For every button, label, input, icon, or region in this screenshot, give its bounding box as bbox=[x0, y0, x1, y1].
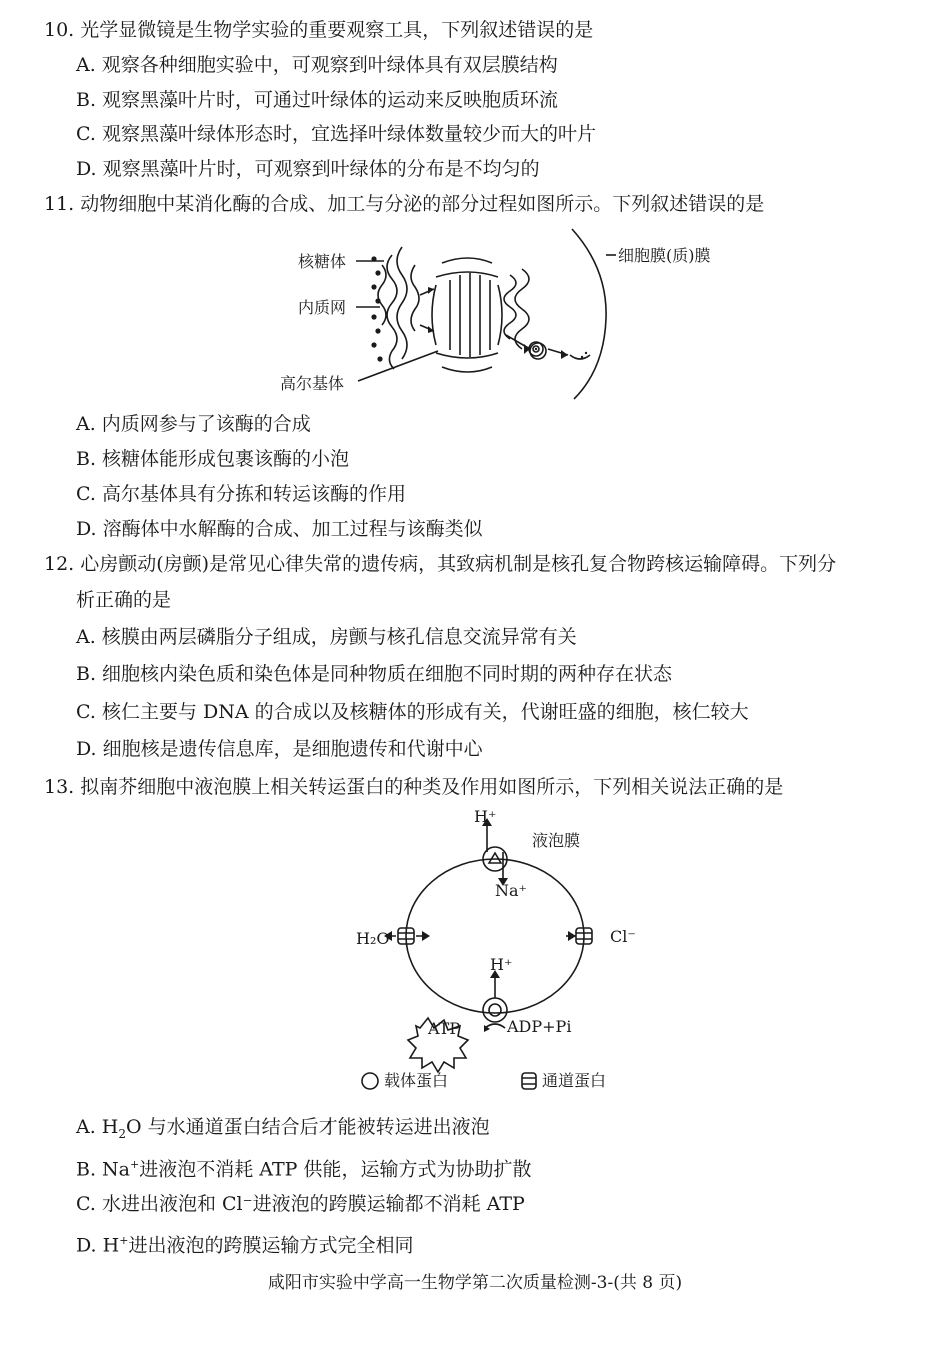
q10-option-b: B. 观察黑藻叶片时，可通过叶绿体的运动来反映胞质环流 bbox=[76, 89, 559, 111]
enzyme-dot bbox=[535, 348, 537, 350]
golgi-label: 高尔基体 bbox=[280, 374, 345, 393]
q13-option-c: C. 水进出液泡和 Cl⁻进液泡的跨膜运输都不消耗 ATP bbox=[76, 1193, 525, 1215]
legend-channel-label: 通道蛋白 bbox=[542, 1071, 607, 1090]
water-right-arrowhead bbox=[422, 931, 430, 941]
golgi-cisterna bbox=[442, 258, 492, 263]
h-top-label: H⁺ bbox=[474, 807, 497, 826]
q10-option-d: D. 观察黑藻叶片时，可观察到叶绿体的分布是不均匀的 bbox=[76, 158, 540, 180]
cell-membrane bbox=[572, 229, 606, 399]
q11-option-c: C. 高尔基体具有分拣和转运该酶的作用 bbox=[76, 483, 406, 505]
adp-label: ADP+Pi bbox=[507, 1017, 572, 1036]
q12-option-b: B. 细胞核内染色质和染色体是同种物质在细胞不同时期的两种存在状态 bbox=[76, 663, 673, 685]
carrier-protein-top-inner bbox=[489, 853, 501, 863]
q13-option-b-sup: + bbox=[130, 1158, 140, 1171]
golgi-cisterna bbox=[504, 275, 516, 339]
q13-option-a-sub: 2 bbox=[118, 1126, 127, 1141]
q12-option-a: A. 核膜由两层磷脂分子组成，房颤与核孔信息交流异常有关 bbox=[76, 626, 577, 648]
q13-option-d-pre: D. H bbox=[76, 1234, 120, 1257]
cl-label: Cl⁻ bbox=[610, 927, 636, 946]
er-membrane bbox=[411, 265, 419, 331]
ribosome-dot bbox=[371, 342, 376, 347]
golgi-cisterna bbox=[442, 367, 492, 372]
golgi-cisterna bbox=[515, 269, 529, 349]
na-label: Na⁺ bbox=[495, 881, 527, 900]
legend-carrier-label: 载体蛋白 bbox=[384, 1071, 449, 1090]
ribosome-dot bbox=[371, 284, 376, 289]
cl-arrowhead bbox=[568, 931, 576, 941]
ribosome-dot bbox=[375, 328, 380, 333]
q13-option-d-post: 进出液泡的跨膜运输方式完全相同 bbox=[128, 1234, 414, 1257]
atp-label: ATP bbox=[428, 1019, 461, 1038]
golgi-cisterna bbox=[432, 285, 502, 345]
q12-stem-line2: 析正确的是 bbox=[76, 589, 172, 611]
vacuole-diagram-svg bbox=[340, 806, 660, 1096]
secretion-diagram bbox=[270, 225, 730, 400]
er-membrane bbox=[397, 247, 407, 359]
vacuole-membrane-label: 液泡膜 bbox=[532, 831, 581, 850]
er-membrane bbox=[387, 255, 397, 369]
q13-option-b bbox=[76, 1153, 531, 1181]
golgi-pointer bbox=[358, 351, 438, 381]
q10-stem: 10. 光学显微镜是生物学实验的重要观察工具，下列叙述错误的是 bbox=[44, 19, 594, 41]
q13-option-b-post: 进液泡不消耗 ATP 供能，运输方式为协助扩散 bbox=[139, 1158, 532, 1181]
golgi-cisterna bbox=[450, 273, 490, 357]
golgi-cisterna bbox=[436, 353, 498, 358]
h-bottom-label: H⁺ bbox=[490, 955, 513, 974]
q11-stem: 11. 动物细胞中某消化酶的合成、加工与分泌的部分过程如图所示。下列叙述错误的是 bbox=[44, 193, 765, 215]
legend-channel-lines bbox=[522, 1078, 536, 1084]
proton-pump-inner bbox=[489, 1004, 501, 1016]
q11-option-b: B. 核糖体能形成包裹该酶的小泡 bbox=[76, 448, 350, 470]
arrow-head bbox=[428, 287, 434, 294]
proton-pump bbox=[483, 998, 507, 1022]
golgi-cisterna bbox=[436, 272, 498, 277]
er-label: 内质网 bbox=[298, 298, 347, 317]
q13-option-d-sup: + bbox=[119, 1234, 129, 1247]
legend-channel-shape bbox=[522, 1073, 536, 1089]
q13-option-a bbox=[76, 1115, 490, 1146]
ribosome-label: 核糖体 bbox=[298, 252, 347, 271]
q11-option-d: D. 溶酶体中水解酶的合成、加工过程与该酶类似 bbox=[76, 518, 483, 540]
ribosome-dot bbox=[375, 270, 380, 275]
h2o-label: H₂O bbox=[356, 929, 390, 948]
ribosome-dot bbox=[371, 256, 376, 261]
enzyme-dot bbox=[581, 356, 583, 358]
q13-option-a-pre: A. H bbox=[76, 1116, 119, 1138]
page-footer: 咸阳市实验中学高一生物学第二次质量检测-3-(共 8 页) bbox=[267, 1273, 683, 1293]
q13-stem: 13. 拟南芥细胞中液泡膜上相关转运蛋白的种类及作用如图所示，下列相关说法正确的是 bbox=[44, 776, 784, 798]
ribosome-dot bbox=[377, 356, 382, 361]
exocytosis-pit bbox=[570, 355, 590, 359]
ribosome-dot bbox=[375, 298, 380, 303]
q10-option-a: A. 观察各种细胞实验中，可观察到叶绿体具有双层膜结构 bbox=[76, 54, 558, 76]
q12-option-c: C. 核仁主要与 DNA 的合成以及核糖体的形成有关，代谢旺盛的细胞，核仁较大 bbox=[76, 701, 749, 723]
cell-membrane-label: 细胞膜(质)膜 bbox=[618, 246, 711, 265]
q13-option-a-post: O 与水通道蛋白结合后才能被转运进出液泡 bbox=[126, 1116, 490, 1138]
q13-option-d bbox=[76, 1229, 413, 1257]
q13-option-b-pre: B. Na bbox=[76, 1158, 130, 1181]
arrow-head bbox=[561, 350, 568, 359]
vacuole-diagram bbox=[340, 806, 660, 1096]
q12-option-d: D. 细胞核是遗传信息库，是细胞遗传和代谢中心 bbox=[76, 738, 483, 760]
legend-carrier-shape bbox=[362, 1073, 378, 1089]
atp-hydrolysis-arc bbox=[485, 1024, 505, 1028]
enzyme-dot bbox=[585, 352, 587, 354]
q11-option-a: A. 内质网参与了该酶的合成 bbox=[76, 413, 311, 435]
ribosome-dot bbox=[371, 314, 376, 319]
q12-stem-line1: 12. 心房颤动(房颤)是常见心律失常的遗传病，其致病机制是核孔复合物跨核运输障碍。下列分 bbox=[44, 553, 837, 575]
q10-option-c: C. 观察黑藻叶绿体形态时，宜选择叶绿体数量较少而大的叶片 bbox=[76, 123, 596, 145]
